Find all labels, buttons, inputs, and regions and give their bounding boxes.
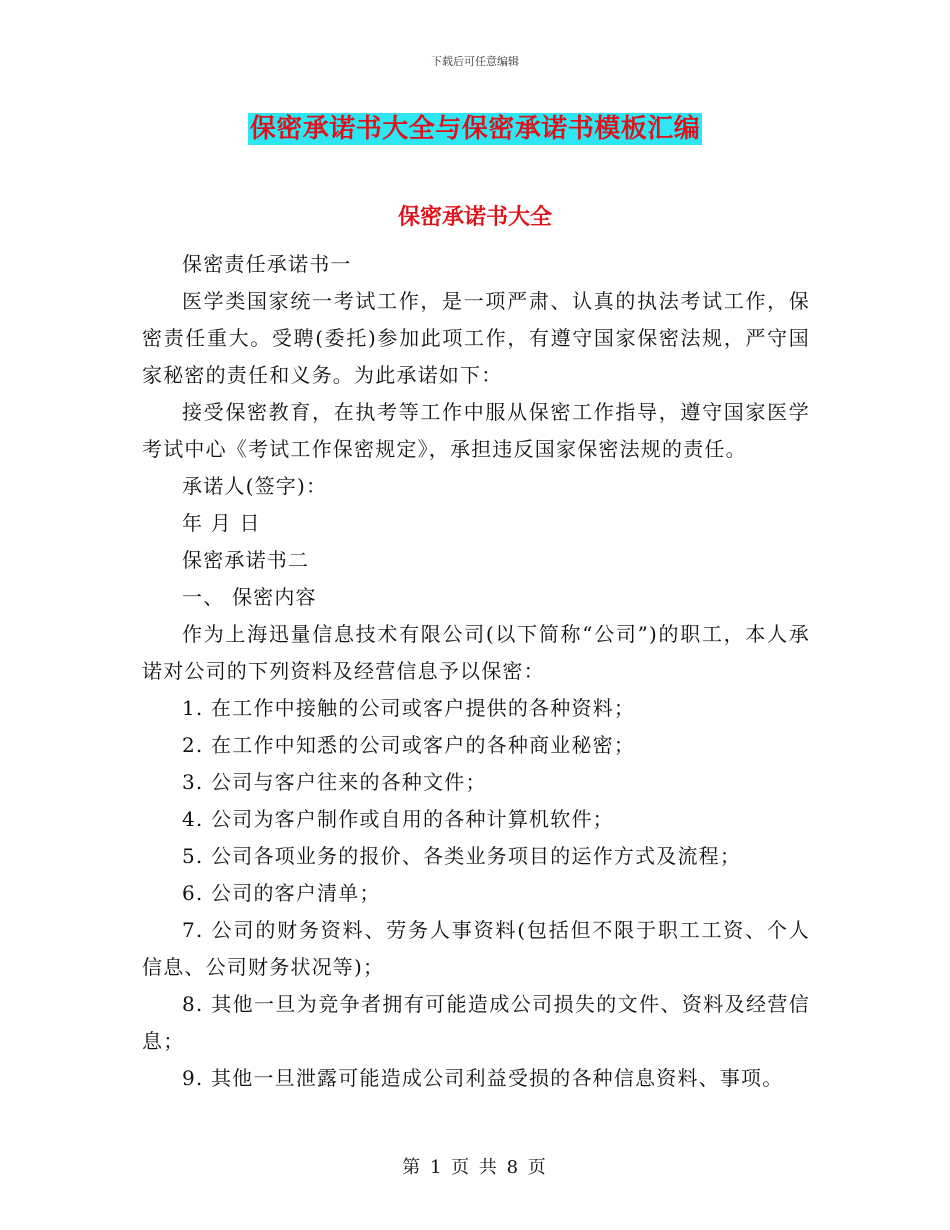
list-item: 5. 公司各项业务的报价、各类业务项目的运作方式及流程； [182,844,742,868]
list-item: 9. 其他一旦泄露可能造成公司利益受损的各种信息资料、事项。 [182,1066,784,1090]
list-item: 1. 在工作中接触的公司或客户提供的各种资料； [182,696,636,720]
list-item: 8. 其他一旦为竞争者拥有可能造成公司损失的文件、资料及经营信息； [142,992,810,1053]
paragraph-signature: 承诺人(签字)： [182,474,328,498]
paragraph-heading-letter-1: 保密责任承诺书一 [182,252,352,276]
list-item: 2. 在工作中知悉的公司或客户的各种商业秘密； [182,733,636,757]
list-item: 4. 公司为客户制作或自用的各种计算机软件； [182,807,614,831]
paragraph-commitment: 接受保密教育，在执考等工作中服从保密工作指导，遵守国家医学考试中心《考试工作保密规定》，承担违反国家保密法规的责任。 [142,400,810,461]
paragraph-intro: 医学类国家统一考试工作，是一项严肃、认真的执法考试工作，保密责任重大。受聘(委托)参加此项工作，有遵守国家保密法规，严守国家秘密的责任和义务。为此承诺如下： [142,289,810,387]
paragraph-heading-letter-2: 保密承诺书二 [182,548,310,572]
list-item: 6. 公司的客户清单； [182,881,381,905]
paragraph-employee-statement: 作为上海迅量信息技术有限公司(以下简称“公司”)的职工，本人承诺对公司的下列资料及经营信息予以保密： [142,622,810,683]
document-title-container [0,113,950,145]
page-header-note: 下载后可任意编辑 [431,55,519,68]
list-item: 3. 公司与客户往来的各种文件； [182,770,487,794]
paragraph-subheading: 一、 保密内容 [182,585,317,609]
document-title: 保密承诺书大全与保密承诺书模板汇编 [249,114,701,144]
document-body [142,246,810,1097]
section-title: 保密承诺书大全 [397,204,552,230]
paragraph-date: 年 月 日 [182,511,261,535]
list-item: 7. 公司的财务资料、劳务人事资料(包括但不限于职工工资、个人信息、公司财务状况等)； [142,918,810,979]
page-footer-number: 第 1 页 共 8 页 [402,1157,548,1178]
